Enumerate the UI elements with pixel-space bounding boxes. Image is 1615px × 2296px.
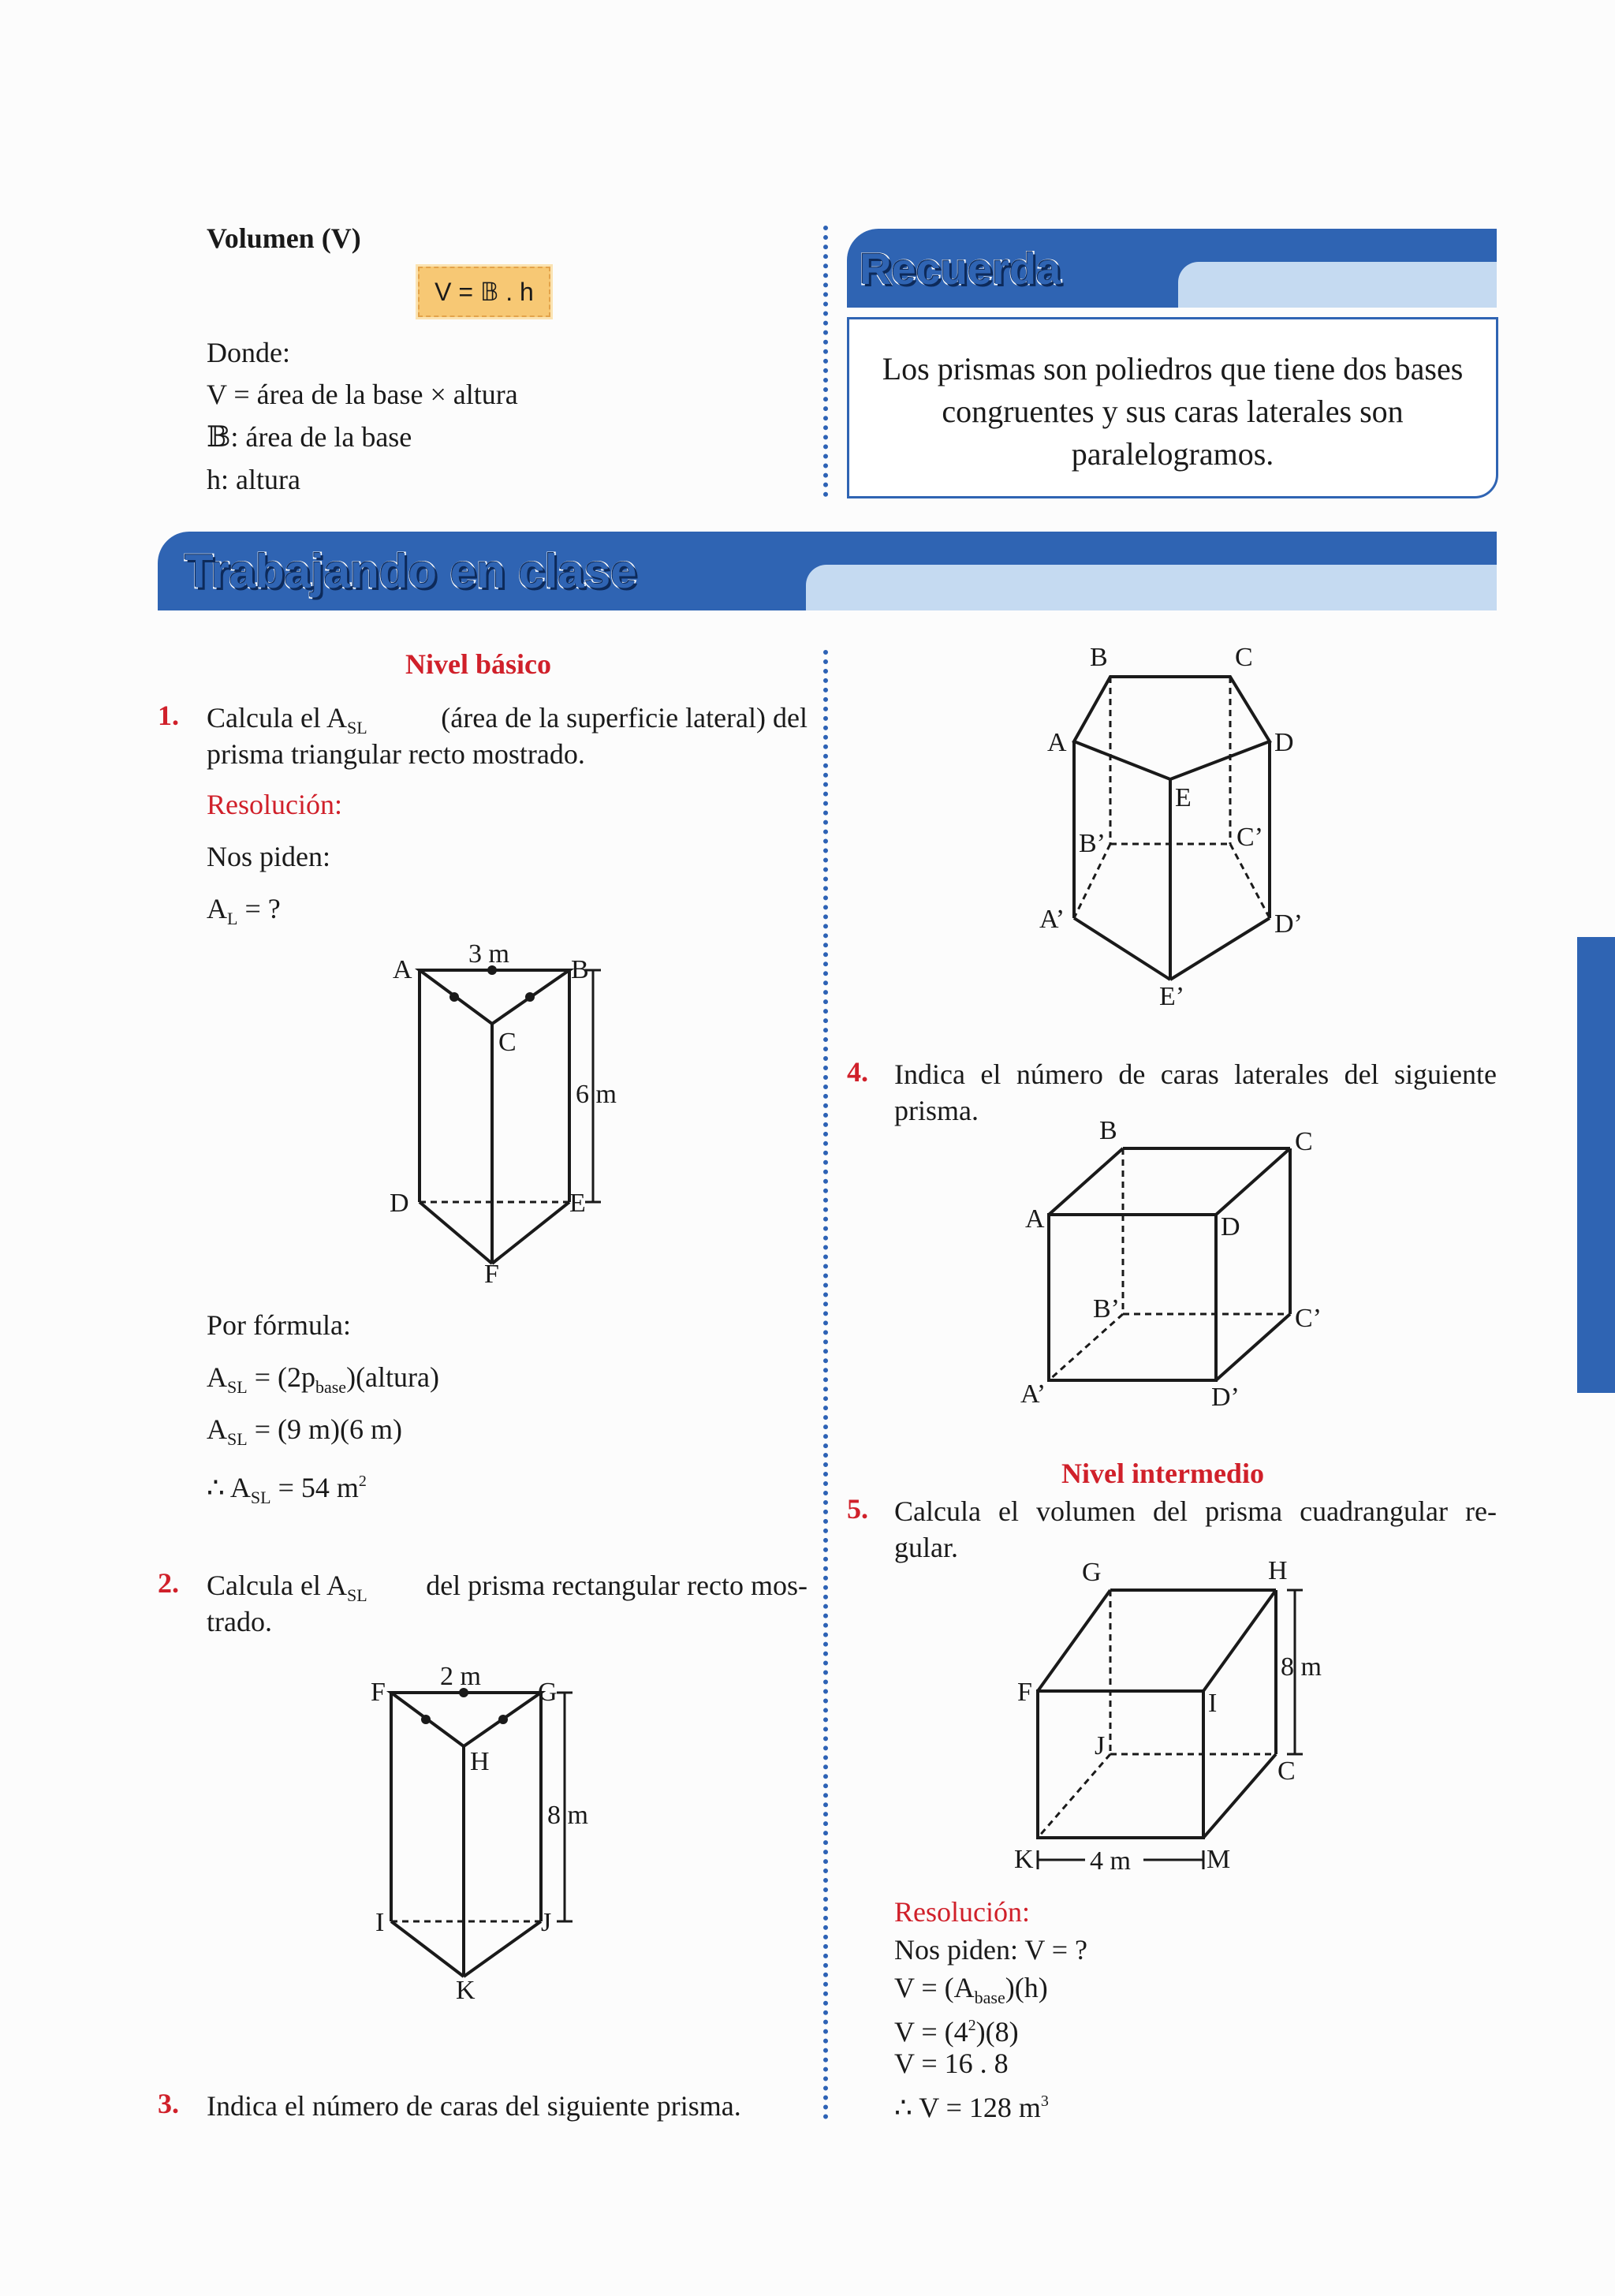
p1-al-b: = ? bbox=[237, 893, 281, 924]
p1-label-height: 6 m bbox=[576, 1080, 617, 1109]
pent-label-Ap: A’ bbox=[1039, 905, 1065, 934]
p1-text-a: Calcula el A bbox=[207, 702, 347, 734]
p1-number: 1. bbox=[158, 700, 179, 731]
pent-label-E: E bbox=[1175, 783, 1192, 812]
p3-number: 3. bbox=[158, 2088, 179, 2119]
p5-label-base: 4 m bbox=[1090, 1846, 1131, 1876]
recuerda-text: Los prismas son poliedros que tiene dos bases congruentes y sus caras laterales son paralelogramos. bbox=[882, 351, 1464, 472]
pent-label-C: C bbox=[1235, 643, 1253, 672]
p1-f3-b: = 54 m bbox=[270, 1472, 359, 1503]
p1-triangular-prism-figure bbox=[371, 931, 639, 1294]
volumen-def-2: 𝔹: área de la base bbox=[207, 421, 412, 453]
p5-r3-a: V = (4 bbox=[894, 2016, 968, 2048]
pent-label-A: A bbox=[1047, 728, 1067, 757]
pentagonal-prism-figure bbox=[1033, 640, 1317, 1019]
p5-label-C: C bbox=[1277, 1757, 1296, 1786]
p5-label-G: G bbox=[1082, 1562, 1102, 1587]
volumen-formula-box bbox=[418, 267, 550, 317]
p1-line2: prisma triangular recto mostrado. bbox=[207, 738, 585, 770]
p2-text-a: Calcula el A bbox=[207, 1570, 347, 1601]
p1-sub: SL bbox=[346, 718, 367, 737]
p5-r5 bbox=[894, 2082, 1049, 2126]
p4-label-D: D bbox=[1221, 1212, 1240, 1241]
p1-piden: Nos piden: bbox=[207, 841, 330, 872]
p5-label-J: J bbox=[1095, 1731, 1106, 1760]
p5-r4: V = 16 . 8 bbox=[894, 2048, 1009, 2079]
p5-prism-figure bbox=[1009, 1562, 1341, 1893]
p5-r3-sup: 2 bbox=[968, 2017, 976, 2034]
p1-f1-c: )(altura) bbox=[346, 1361, 439, 1393]
p5-label-I: I bbox=[1208, 1689, 1218, 1718]
p5-r3-b: )(8) bbox=[975, 2016, 1019, 2048]
nivel-intermedio: Nivel intermedio bbox=[1061, 1458, 1264, 1489]
p2-prism-figure bbox=[360, 1648, 628, 2011]
p1-formula-2 bbox=[207, 1410, 402, 1458]
recuerda-box bbox=[847, 317, 1498, 498]
p5-line2: gular. bbox=[894, 1532, 958, 1563]
p1-f3-sub: SL bbox=[250, 1488, 271, 1507]
column-divider bbox=[823, 650, 828, 2120]
p4-line2: prisma. bbox=[894, 1095, 979, 1126]
p4-label-B: B bbox=[1099, 1120, 1117, 1145]
p2-label-I: I bbox=[375, 1908, 385, 1937]
p2-label-K: K bbox=[456, 1976, 476, 2005]
p5-label-K: K bbox=[1014, 1845, 1034, 1874]
donde-label: Donde: bbox=[207, 337, 290, 368]
p1-label-B: B bbox=[571, 955, 589, 984]
p5-label-M: M bbox=[1207, 1845, 1231, 1874]
p5-label-height: 8 m bbox=[1281, 1652, 1322, 1682]
nivel-basico: Nivel básico bbox=[405, 648, 551, 680]
p4-label-Bp: B’ bbox=[1093, 1294, 1120, 1323]
p2-text-b: del prisma rectangular recto mos- bbox=[426, 1570, 808, 1601]
p5-line1: Calcula el volumen del prisma cuadrangular re- bbox=[894, 1495, 1497, 1527]
p5-resolucion: Resolución: bbox=[894, 1896, 1030, 1928]
p1-formula-label: Por fórmula: bbox=[207, 1309, 351, 1341]
p1-f1-b: = (2p bbox=[247, 1361, 315, 1393]
volumen-formula: V = 𝔹 . h bbox=[435, 278, 534, 306]
p4-label-Cp: C’ bbox=[1295, 1304, 1322, 1333]
pent-label-Ep: E’ bbox=[1159, 982, 1185, 1011]
p5-label-F: F bbox=[1017, 1678, 1032, 1707]
p4-number: 4. bbox=[847, 1056, 868, 1088]
volumen-def-1: V = área de la base × altura bbox=[207, 379, 518, 410]
pent-label-D: D bbox=[1274, 728, 1294, 757]
p1-label-E: E bbox=[569, 1189, 586, 1218]
p5-r2-a: V = (A bbox=[894, 1972, 975, 2003]
p2-label-H: H bbox=[470, 1747, 490, 1776]
p1-label-D: D bbox=[390, 1189, 409, 1218]
volumen-def-3: h: altura bbox=[207, 464, 300, 495]
pent-label-Dp: D’ bbox=[1274, 909, 1303, 939]
p5-r5-a: ∴ V = 128 m bbox=[894, 2092, 1041, 2123]
pent-label-Bp: B’ bbox=[1079, 829, 1106, 858]
p1-f3-a: ∴ A bbox=[207, 1472, 251, 1503]
p2-label-top: 2 m bbox=[440, 1662, 481, 1691]
p2-line1 bbox=[207, 1566, 808, 1615]
p1-f1-sub: SL bbox=[227, 1377, 248, 1397]
top-divider bbox=[823, 226, 828, 497]
p1-formula-1 bbox=[207, 1358, 439, 1406]
p1-al bbox=[207, 890, 281, 938]
p1-formula-3 bbox=[207, 1462, 367, 1517]
p1-f3-sup: 2 bbox=[358, 1473, 367, 1490]
p4-label-A: A bbox=[1025, 1204, 1045, 1234]
p1-f2-a: A bbox=[207, 1413, 227, 1445]
p5-r1: Nos piden: V = ? bbox=[894, 1934, 1087, 1966]
p4-label-Dp: D’ bbox=[1211, 1383, 1240, 1412]
p4-line1: Indica el número de caras laterales del siguiente bbox=[894, 1058, 1497, 1090]
p1-f1-a: A bbox=[207, 1361, 227, 1393]
p2-line2: trado. bbox=[207, 1606, 272, 1637]
p5-r2-b: )(h) bbox=[1005, 1972, 1048, 2003]
p1-text-b: (área de la superficie lateral) del bbox=[441, 702, 808, 734]
p1-al-a: A bbox=[207, 893, 227, 924]
recuerda-title: Recuerda bbox=[860, 244, 1061, 293]
pent-label-Cp: C’ bbox=[1236, 823, 1263, 852]
p3-text: Indica el número de caras del siguiente prisma. bbox=[207, 2090, 741, 2122]
volumen-title: Volumen (V) bbox=[207, 222, 361, 254]
p2-sub: SL bbox=[346, 1585, 367, 1605]
p2-label-G: G bbox=[538, 1678, 558, 1707]
p5-number: 5. bbox=[847, 1493, 868, 1525]
p5-label-H: H bbox=[1268, 1562, 1288, 1585]
p1-resolucion: Resolución: bbox=[207, 789, 342, 820]
p1-f2-b: = (9 m)(6 m) bbox=[247, 1413, 402, 1445]
p4-label-Ap: A’ bbox=[1020, 1379, 1046, 1409]
p4-label-C: C bbox=[1295, 1127, 1313, 1156]
side-tab bbox=[1577, 937, 1615, 1393]
p4-cube-figure bbox=[1017, 1120, 1333, 1420]
p1-label-F: F bbox=[484, 1260, 499, 1289]
p1-label-top: 3 m bbox=[468, 939, 509, 969]
recuerda-banner bbox=[847, 229, 1497, 308]
p2-label-J: J bbox=[541, 1908, 552, 1937]
p1-label-C: C bbox=[498, 1028, 517, 1057]
p2-label-F: F bbox=[371, 1678, 386, 1707]
section-title: Trabajando en clase bbox=[185, 545, 637, 598]
p2-label-height: 8 m bbox=[547, 1801, 588, 1830]
p1-f1-sub2: base bbox=[315, 1377, 347, 1397]
p1-label-A: A bbox=[393, 955, 412, 984]
p5-r5-sup: 3 bbox=[1040, 2093, 1049, 2110]
p1-al-sub: L bbox=[227, 909, 238, 928]
p2-number: 2. bbox=[158, 1567, 179, 1599]
section-banner bbox=[158, 532, 1497, 610]
p1-f2-sub: SL bbox=[227, 1429, 248, 1449]
p5-r2-sub: base bbox=[974, 1988, 1005, 2007]
pent-label-B: B bbox=[1090, 643, 1108, 672]
